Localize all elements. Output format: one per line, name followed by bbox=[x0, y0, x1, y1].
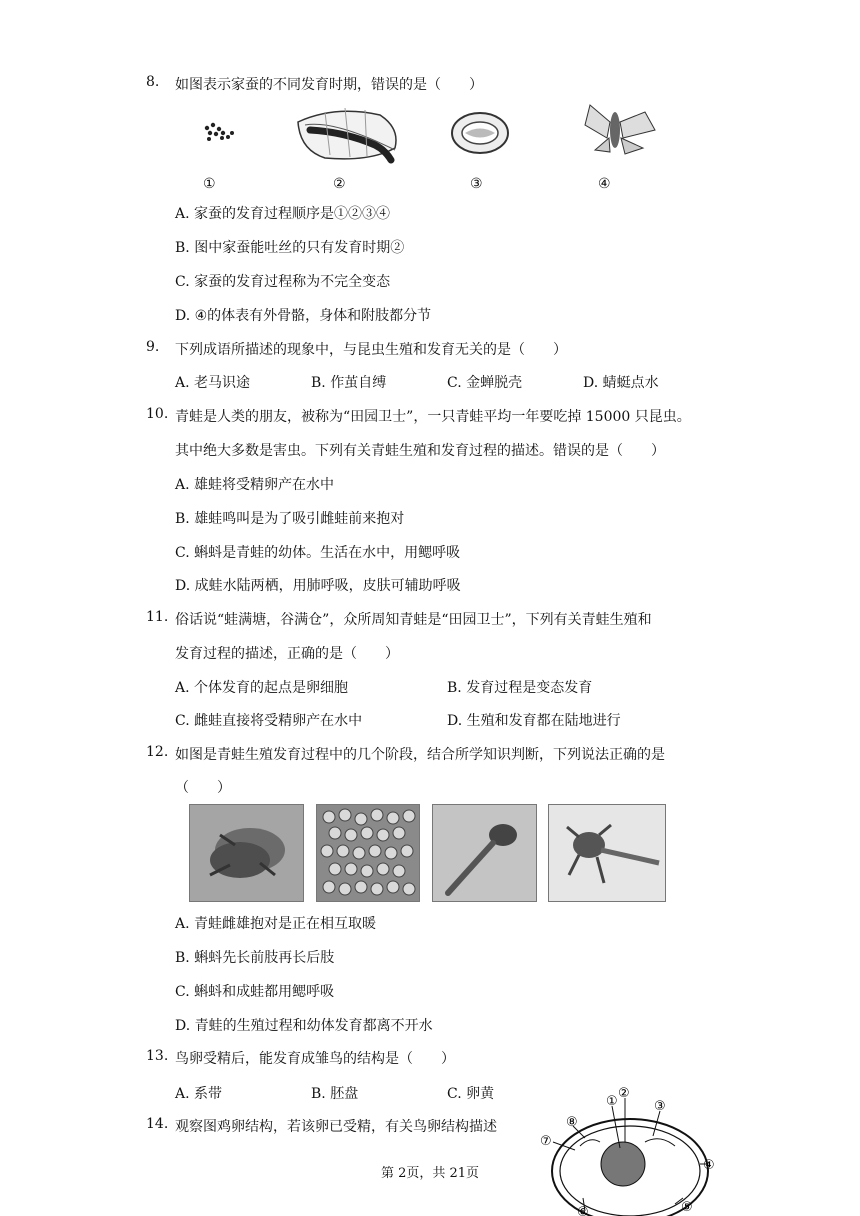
egg-label-7: ⑦ bbox=[540, 1134, 552, 1149]
egg-label-8: ⑧ bbox=[566, 1115, 578, 1130]
q8-option-a[interactable]: A. 家蚕的发育过程顺序是①②③④ bbox=[175, 206, 391, 222]
q12-number: 12. bbox=[146, 744, 169, 760]
q11-option-c[interactable]: C. 雌蛙直接将受精卵产在水中 bbox=[175, 713, 363, 729]
q13-option-b[interactable]: B. 胚盘 bbox=[311, 1086, 359, 1102]
q11-stem-line2: 发育过程的描述，正确的是（ ） bbox=[175, 646, 399, 662]
tadpole-photo bbox=[432, 804, 537, 902]
q9-number: 9. bbox=[146, 339, 160, 355]
figure-label-3: ③ bbox=[470, 176, 483, 192]
silkworm-eggs-image bbox=[205, 123, 234, 141]
q11-option-d[interactable]: D. 生殖和发育都在陆地进行 bbox=[447, 713, 621, 729]
egg-label-2: ② bbox=[618, 1086, 630, 1101]
q8-option-b[interactable]: B. 图中家蚕能吐丝的只有发育时期② bbox=[175, 240, 405, 256]
page-footer: 第 2页，共 21页 bbox=[380, 1166, 480, 1181]
q13-option-a[interactable]: A. 系带 bbox=[175, 1086, 223, 1102]
q12-option-b[interactable]: B. 蝌蚪先长前肢再长后肢 bbox=[175, 950, 335, 966]
silkworm-larva-on-leaf-image bbox=[298, 108, 396, 160]
frogs-amplexus-photo bbox=[189, 804, 304, 902]
q11-stem-line1: 俗话说“蛙满塘，谷满仓”，众所周知青蛙是“田园卫士”，下列有关青蛙生殖和 bbox=[175, 612, 652, 628]
q10-stem-line1: 青蛙是人类的朋友，被称为“田园卫士”，一只青蛙平均一年要吃掉 15000 只昆虫。 bbox=[175, 409, 691, 425]
silkworm-moth-image bbox=[585, 105, 655, 154]
egg-label-5: ⑤ bbox=[681, 1200, 693, 1215]
silkworm-figure bbox=[195, 100, 675, 170]
q10-stem-line2: 其中绝大多数是害虫。下列有关青蛙生殖和发育过程的描述。错误的是（ ） bbox=[175, 443, 665, 459]
q12-stem-line2: （ ） bbox=[175, 780, 231, 796]
q14-number: 14. bbox=[146, 1116, 169, 1132]
figure-label-2: ② bbox=[333, 176, 346, 192]
q13-number: 13. bbox=[146, 1048, 169, 1064]
q8-option-d[interactable]: D. ④的体表有外骨骼，身体和附肢都分节 bbox=[175, 308, 432, 324]
egg-label-4: ④ bbox=[703, 1158, 715, 1173]
q12-stem-line1: 如图是青蛙生殖发育过程中的几个阶段，结合所学知识判断，下列说法正确的是 bbox=[175, 747, 665, 763]
q10-option-d[interactable]: D. 成蛙水陆两栖，用肺呼吸，皮肤可辅助呼吸 bbox=[175, 578, 461, 594]
q13-option-c[interactable]: C. 卵黄 bbox=[447, 1086, 495, 1102]
q14-stem: 观察图鸡卵结构，若该卵已受精，有关鸟卵结构描述 bbox=[175, 1119, 497, 1135]
frog-eggs-photo bbox=[316, 804, 420, 902]
egg-label-3: ③ bbox=[654, 1099, 666, 1114]
q10-option-a[interactable]: A. 雄蛙将受精卵产在水中 bbox=[175, 477, 335, 493]
q12-option-d[interactable]: D. 青蛙的生殖过程和幼体发育都离不开水 bbox=[175, 1018, 433, 1034]
figure-label-1: ① bbox=[203, 176, 216, 192]
q9-option-a[interactable]: A. 老马识途 bbox=[175, 375, 251, 391]
q10-option-b[interactable]: B. 雄蛙鸣叫是为了吸引雌蛙前来抱对 bbox=[175, 511, 405, 527]
q9-option-b[interactable]: B. 作茧自缚 bbox=[311, 375, 387, 391]
figure-label-4: ④ bbox=[598, 176, 611, 192]
egg-structure-diagram bbox=[535, 1086, 725, 1216]
q8-option-c[interactable]: C. 家蚕的发育过程称为不完全变态 bbox=[175, 274, 391, 290]
q11-option-a[interactable]: A. 个体发育的起点是卵细胞 bbox=[175, 680, 349, 696]
q11-option-b[interactable]: B. 发育过程是变态发育 bbox=[447, 680, 593, 696]
q9-option-d[interactable]: D. 蜻蜓点水 bbox=[583, 375, 659, 391]
q12-option-a[interactable]: A. 青蛙雌雄抱对是正在相互取暖 bbox=[175, 916, 377, 932]
egg-label-1: ① bbox=[606, 1094, 618, 1109]
q8-stem: 如图表示家蚕的不同发育时期，错误的是（ ） bbox=[175, 77, 483, 93]
q9-option-c[interactable]: C. 金蝉脱壳 bbox=[447, 375, 523, 391]
q12-option-c[interactable]: C. 蝌蚪和成蛙都用鳃呼吸 bbox=[175, 984, 335, 1000]
egg-label-6: ⑥ bbox=[577, 1205, 589, 1216]
froglet-photo bbox=[548, 804, 666, 902]
silkworm-cocoon-image bbox=[452, 113, 508, 153]
q9-stem: 下列成语所描述的现象中，与昆虫生殖和发育无关的是（ ） bbox=[175, 342, 567, 358]
q11-number: 11. bbox=[146, 609, 169, 625]
q8-number: 8. bbox=[146, 74, 160, 90]
q10-option-c[interactable]: C. 蝌蚪是青蛙的幼体。生活在水中，用鳃呼吸 bbox=[175, 545, 461, 561]
q13-stem: 鸟卵受精后，能发育成雏鸟的结构是（ ） bbox=[175, 1051, 455, 1067]
q10-number: 10. bbox=[146, 406, 169, 422]
